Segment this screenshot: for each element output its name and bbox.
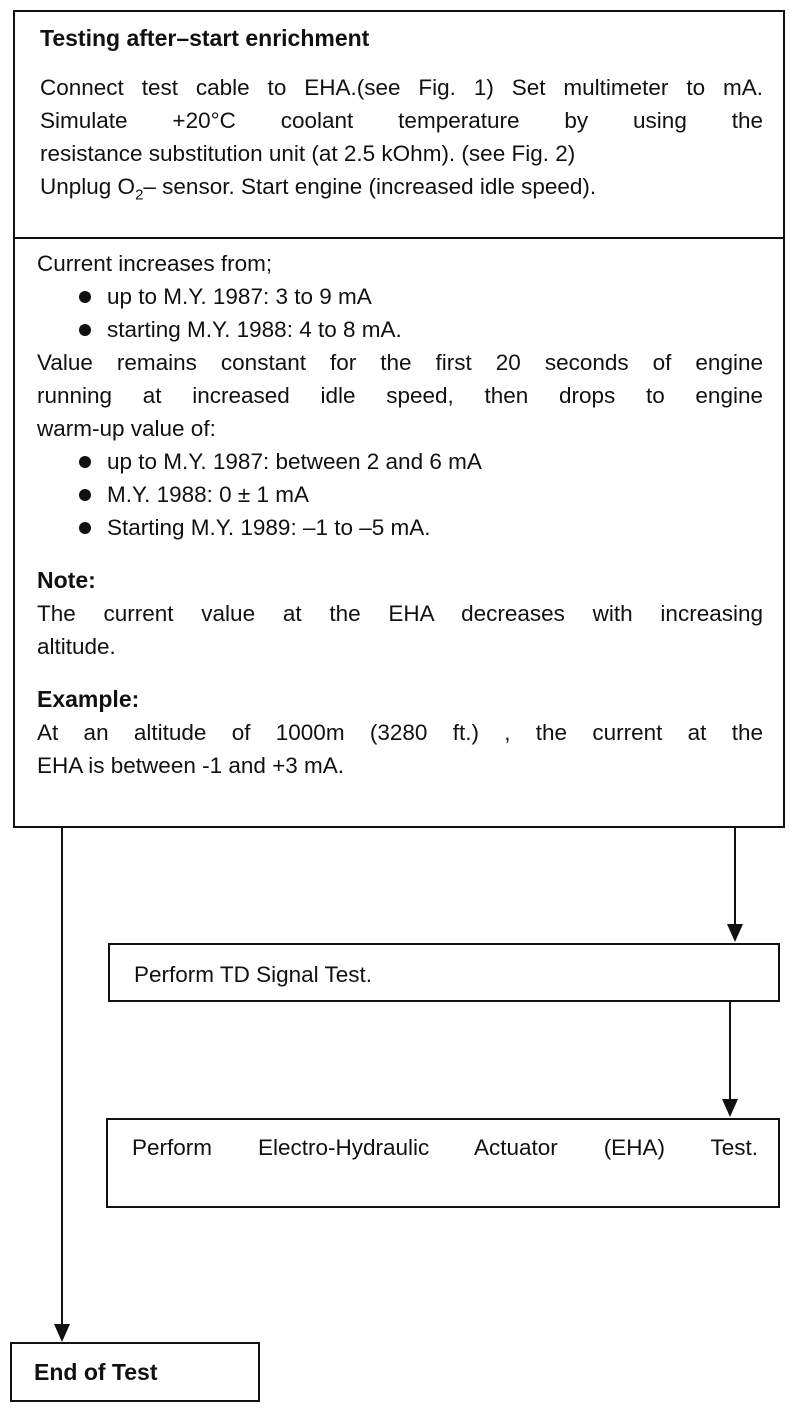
list-item: up to M.Y. 1987: between 2 and 6 mA — [37, 445, 763, 478]
bullet-icon — [79, 456, 91, 468]
eha-test-label: Perform Electro-Hydraulic Actuator (EHA) Test. — [132, 1135, 758, 1160]
arrowhead-eha — [722, 1099, 738, 1117]
eha-test-step — [106, 1118, 780, 1208]
result-box — [13, 237, 785, 828]
note-heading: Note: — [37, 567, 96, 593]
bullet-icon — [79, 522, 91, 534]
td-signal-test-step — [108, 943, 780, 1002]
instruction-line-1: Connect test cable to EHA.(see Fig. 1) Set multimeter to mA. — [40, 75, 763, 100]
list-item: Starting M.Y. 1989: –1 to –5 mA. — [37, 511, 763, 544]
bullet-icon — [79, 291, 91, 303]
result-paragraph-line-3: warm-up value of: — [37, 416, 216, 441]
result-paragraph-line-1: Value remains constant for the first 20 seconds of engine — [37, 350, 763, 375]
arrowhead-td — [727, 924, 743, 942]
note-line-2: altitude. — [37, 634, 116, 659]
end-of-test-label: End of Test — [34, 1359, 158, 1385]
instruction-line-3: resistance substitution unit (at 2.5 kOhm). (see Fig. 2) — [40, 141, 576, 166]
note-line-1: The current value at the EHA decreases with increasing — [37, 601, 763, 626]
warmup-value-list — [37, 445, 763, 544]
end-of-test-step — [10, 1342, 260, 1402]
instruction-line-2: Simulate +20°C coolant temperature by using the — [40, 108, 763, 133]
instruction-box — [13, 10, 785, 239]
section-title: Testing after–start enrichment — [40, 25, 370, 51]
list-item: up to M.Y. 1987: 3 to 9 mA — [37, 280, 763, 313]
example-heading: Example: — [37, 686, 140, 712]
list-item: starting M.Y. 1988: 4 to 8 mA. — [37, 313, 763, 346]
td-signal-test-label: Perform TD Signal Test. — [134, 962, 373, 987]
bullet-icon — [79, 489, 91, 501]
current-increase-list — [37, 280, 763, 346]
result-paragraph-line-2: running at increased idle speed, then drops to engine — [37, 383, 763, 408]
result-intro: Current increases from; — [37, 251, 273, 276]
instruction-line-4: Unplug $O_2-$ sensor. Start engine (increased idle speed). — [40, 174, 597, 204]
list-item: M.Y. 1988: 0 ± 1 mA — [37, 478, 763, 511]
arrowhead-end — [54, 1324, 70, 1342]
bullet-icon — [79, 324, 91, 336]
example-line-2: EHA is between -1 and +3 mA. — [37, 753, 345, 778]
example-line-1: At an altitude of 1000m (3280 ft.) , the current at the — [37, 720, 763, 745]
